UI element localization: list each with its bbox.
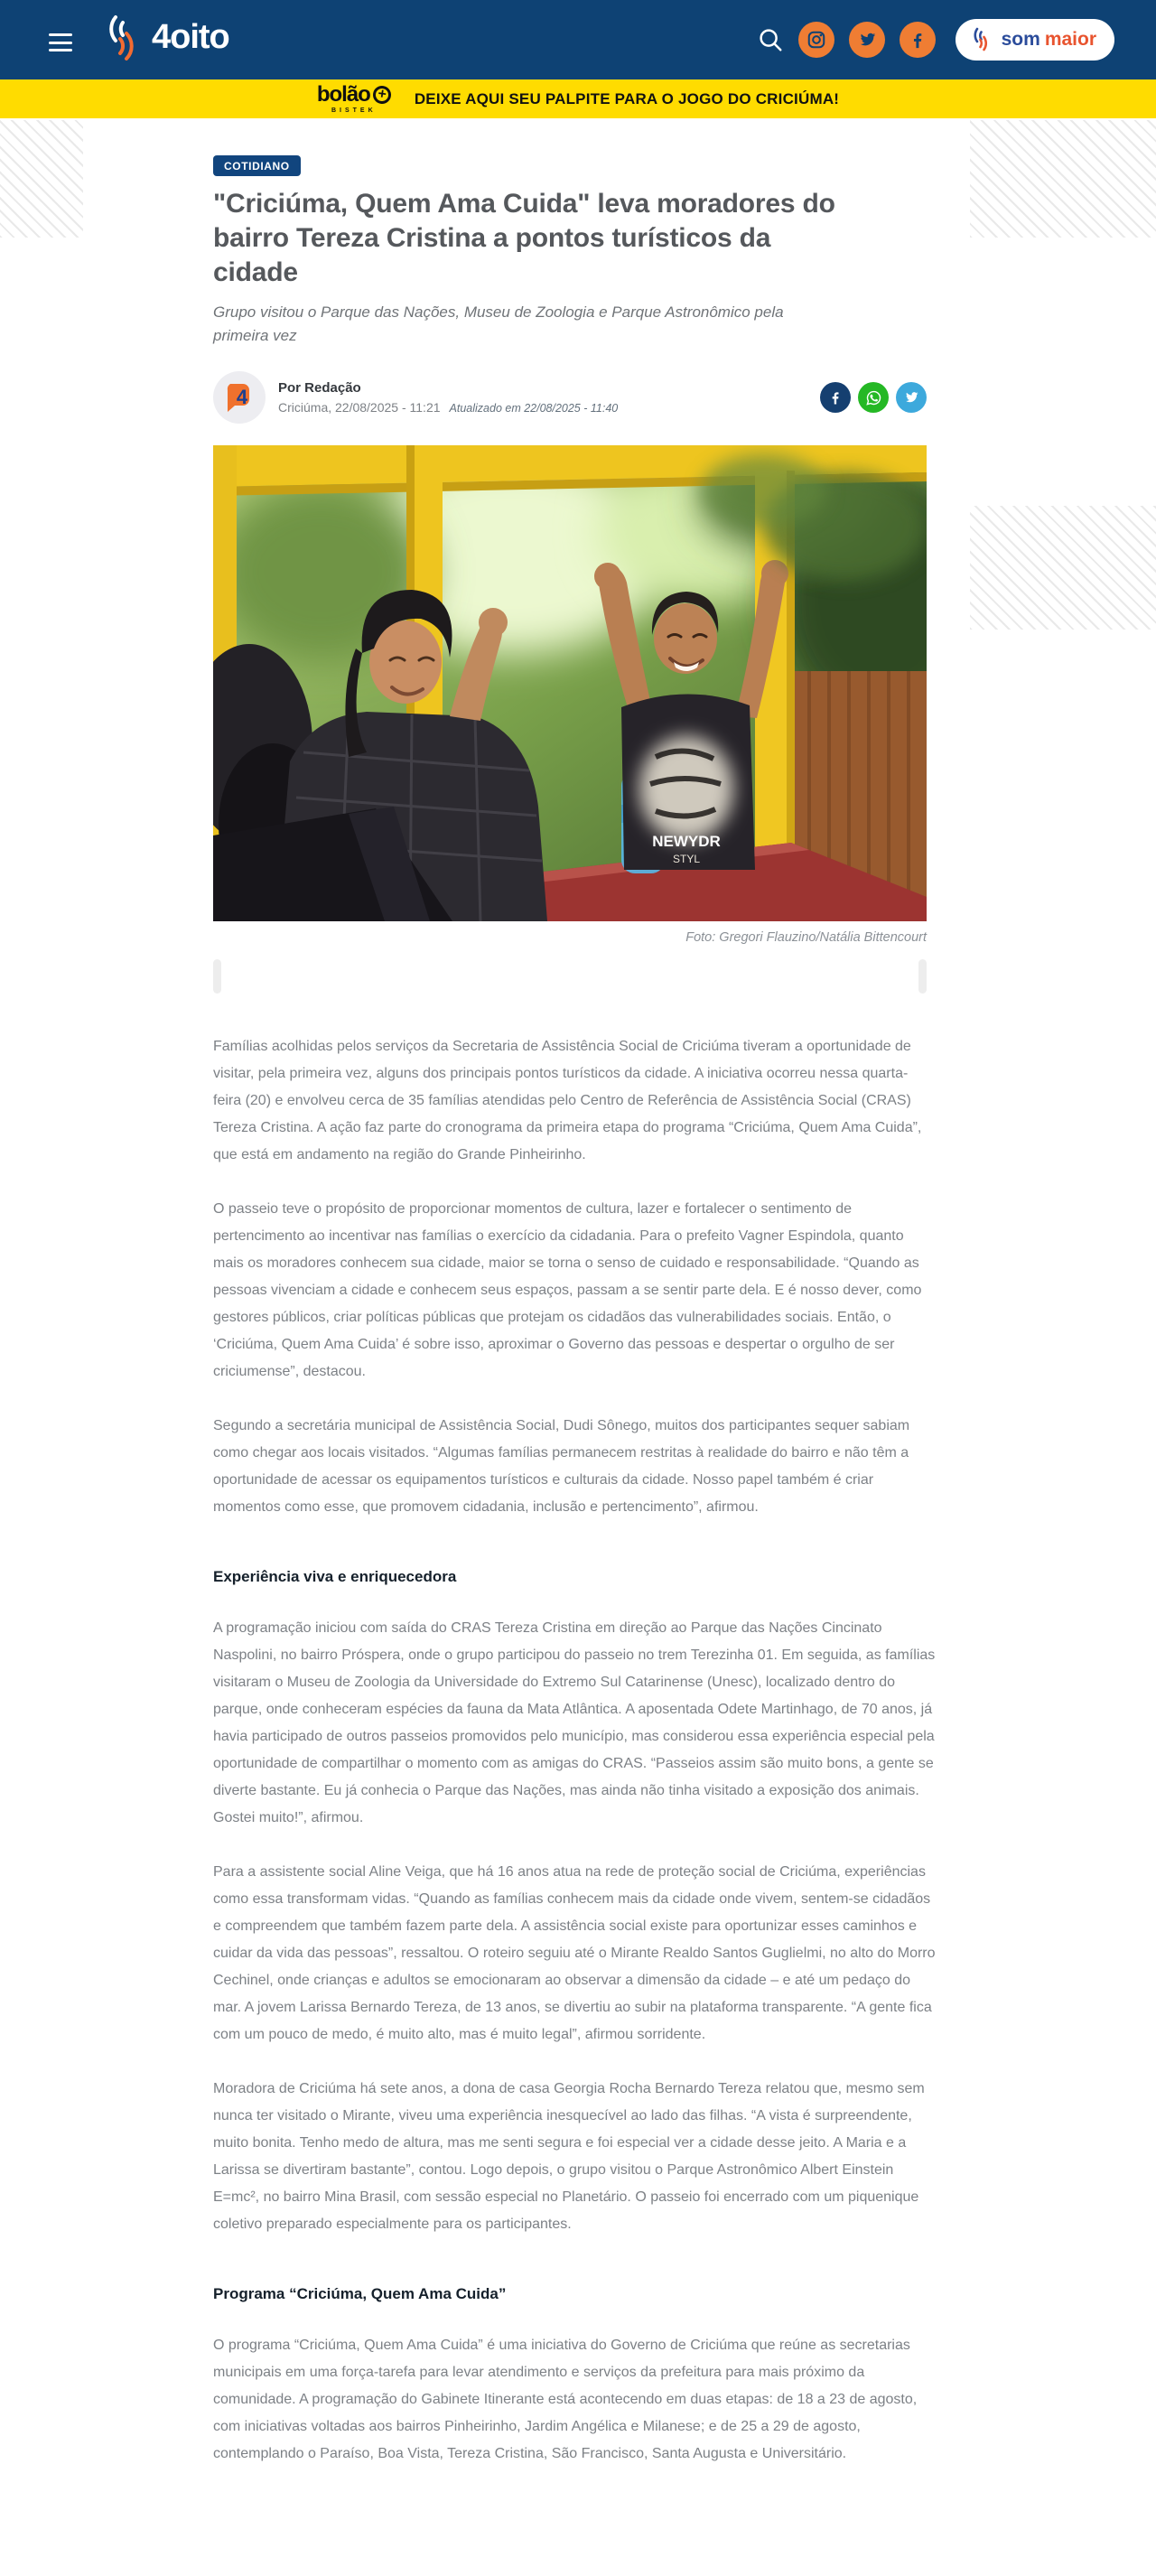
bolao-logo-subtext: BISTEK xyxy=(331,107,377,114)
navbar-actions xyxy=(757,19,1114,61)
facebook-icon[interactable] xyxy=(900,22,936,58)
category-badge[interactable]: COTIDIANO xyxy=(213,155,301,176)
article xyxy=(213,118,936,2468)
som-maior-button[interactable] xyxy=(956,19,1114,61)
top-navbar xyxy=(0,0,1156,79)
article-body xyxy=(213,1033,936,2468)
twitter-icon[interactable] xyxy=(849,22,885,58)
share-facebook-icon[interactable] xyxy=(820,382,851,413)
site-logo[interactable] xyxy=(103,12,229,69)
section-heading: Programa “Criciúma, Quem Ama Cuida” xyxy=(213,2285,507,2302)
paragraph: Segundo a secretária municipal de Assistência Social, Dudi Sônego, muitos dos participantes sequer sabiam como chegar aos locais visitados. “Algumas famílias permanecem restritas à realidade do bairro e não têm a oportunidade de acessar os equipamentos turísticos e culturais da cidade. Nosso papel também é criar momentos como esse, que promovem cidadania, inclusão e pertencimento”, afirmou. xyxy=(213,1418,910,1515)
article-image xyxy=(213,445,927,945)
bolao-bistek-logo xyxy=(317,84,391,114)
share-whatsapp-icon[interactable] xyxy=(858,382,889,413)
svg-text:4: 4 xyxy=(236,386,248,408)
paragraph: O passeio teve o propósito de proporcionar momentos de cultura, lazer e fortalecer o sentimento de pertencimento ao incentivar nas famílias o exercício da cidadania. Para o prefeito Vagner Espindola, quanto mais os moradores conhecem sua cidade, maior se torna o senso de cuidado e responsabilidade. “Quando as pessoas vivenciam a cidade e conhecem seus espaços, passam a se sentir parte dela. E é nosso dever, como gestores públicos, criar políticas públicas que protejam os cidadãos das vulnerabilidades sociais. Então, o ‘Criciúma, Quem Ama Cuida’ é sobre isso, aproximar o Governo das pessoas e despertar o orgulho de ser criciumense”, destacou. xyxy=(213,1201,922,1379)
hatched-placeholder-right-top xyxy=(970,120,1156,238)
article-updated: Atualizado em 22/08/2025 - 11:40 xyxy=(449,402,619,415)
som-maior-label-som: som xyxy=(1001,29,1040,50)
bolao-logo-text: bolão xyxy=(316,82,370,107)
hatched-placeholder-left xyxy=(0,120,83,238)
menu-icon[interactable] xyxy=(49,33,72,51)
carousel-scrollbar-left[interactable] xyxy=(213,959,221,994)
paragraph: A programação iniciou com saída do CRAS Tereza Cristina em direção ao Parque das Nações Cincinato Naspolini, no bairro Próspera, onde o grupo participou do passeio no trem Terezinha 01. Em seguida, as famílias visitaram o Museu de Zoologia da Universidade do Extremo Sul Catarinense (Unesc), localizado dentro do parque, onde conheceram espécies da fauna da Mata Atlântica. A aposentada Odete Martinhago, de 70 anos, já havia participado de outros passeios promovidos pelo município, mas considerou essa experiência especial pela oportunidade de compartilhar o momento com as amigas do CRAS. “Passeios assim são muito bons, a gente se diverte bastante. Eu já conhecia o Parque das Nações, mas ainda não tinha visitado a exposição dos animais. Gostei muito!”, afirmou. xyxy=(213,1620,936,1825)
promo-banner-text: DEIXE AQUI SEU PALPITE PARA O JOGO DO CRICIÚMA! xyxy=(414,89,840,107)
instagram-icon[interactable] xyxy=(798,22,834,58)
radio-waves-icon xyxy=(103,12,144,69)
shirt-text-line1: NEWYDR xyxy=(652,833,721,850)
byline-row xyxy=(213,371,927,424)
article-title: "Criciúma, Quem Ama Cuida" leva moradores do bairro Tereza Cristina a pontos turísticos da cidade xyxy=(213,189,835,287)
paragraph: Famílias acolhidas pelos serviços da Secretaria de Assistência Social de Criciúma tiveram a oportunidade de visitar, pela primeira vez, alguns dos principais pontos turísticos da cidade. A iniciativa ocorreu nessa quarta-feira (20) e envolveu cerca de 35 famílias atendidas pelo Centro de Referência de Assistência Social (CRAS) Tereza Cristina. A ação faz parte do cronograma da primeira etapa do programa “Criciúma, Quem Ama Cuida”, que está em andamento na região do Grande Pinheirinho. xyxy=(213,1039,922,1162)
shirt-text-line2: STYL xyxy=(672,853,701,865)
carousel-scroll-hints xyxy=(213,959,927,994)
hatched-placeholder-right-mid xyxy=(970,506,1156,630)
site-logo-text: 4oito xyxy=(152,17,229,56)
byline-info xyxy=(278,380,618,415)
section-heading: Experiência viva e enriquecedora xyxy=(213,1568,457,1585)
search-icon[interactable] xyxy=(757,26,784,53)
photo-caption: Foto: Gregori Flauzino/Natália Bittencourt xyxy=(685,930,927,945)
som-maior-label-maior: maior xyxy=(1044,29,1096,50)
share-twitter-icon[interactable] xyxy=(896,382,927,413)
share-buttons xyxy=(820,382,927,413)
bolao-plus-icon: + xyxy=(372,85,393,106)
paragraph: Moradora de Criciúma há sete anos, a dona de casa Georgia Rocha Bernardo Tereza relatou que, mesmo sem nunca ter visitado o Mirante, viveu uma experiência inesquecível ao lado das filhas. “A vista é surpreendente, muito bonita. Tenho medo de altura, mas me senti segura e foi especial ver a cidade desse jeito. A Maria e a Larissa se divertiram bastante”, contou. Logo depois, o grupo visitou o Parque Astronômico Albert Einstein E=mc², no bairro Mina Brasil, com sessão especial no Planetário. O passeio foi encerrado com um piquenique coletivo preparado especialmente para os participantes. xyxy=(213,2081,925,2232)
som-maior-waves-icon xyxy=(970,25,995,55)
author-name[interactable]: Por Redação xyxy=(278,380,361,396)
paragraph: O programa “Criciúma, Quem Ama Cuida” é uma iniciativa do Governo de Criciúma que reúne as secretarias municipais em uma força-tarefa para levar atendimento e serviços da prefeitura para mais próximo da comunidade. A programação do Gabinete Itinerante está acontecendo em duas etapas: de 18 a 23 de agosto, com iniciativas voltadas aos bairros Pinheirinho, Jardim Angélica e Milanese; e de 25 a 29 de agosto, contemplando o Paraíso, Boa Vista, Tereza Cristina, São Francisco, Santa Augusta e Universitário. xyxy=(213,2338,918,2461)
paragraph: Para a assistente social Aline Veiga, que há 16 anos atua na rede de proteção social de Criciúma, experiências como essa transformam vidas. “Quando as famílias conhecem mais da cidade onde vivem, sentem-se cidadãos e compreendem que também fazem parte dela. A assistência social existe para oportunizar esses caminhos e cuidar da vida das pessoas”, ressaltou. O roteiro seguiu até o Mirante Realdo Santos Guglielmi, no alto do Morro Cechinel, onde crianças e adultos se emocionaram ao observar a dimensão da cidade – e até um pedaço do mar. A jovem Larissa Bernardo Tereza, de 13 anos, se divertiu ao subir na plataforma transparente. “A gente fica com um pouco de medo, é muito alto, mas é muito legal”, afirmou sorridente. xyxy=(213,1864,936,2042)
article-subtitle: Grupo visitou o Parque das Nações, Museu de Zoologia e Parque Astronômico pela primeira vez xyxy=(213,303,784,344)
promo-banner[interactable] xyxy=(0,79,1156,118)
avatar xyxy=(213,371,266,424)
carousel-scrollbar-right[interactable] xyxy=(918,959,927,994)
article-dateline: Criciúma, 22/08/2025 - 11:21 xyxy=(278,400,441,415)
